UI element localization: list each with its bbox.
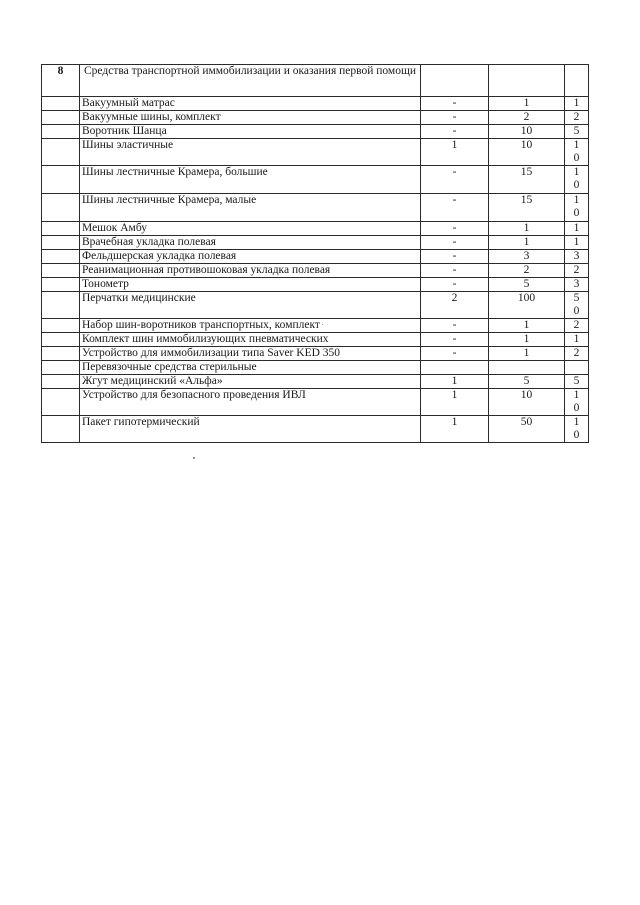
row-number-cell: [42, 416, 80, 443]
item-qty-3-digit: 1: [573, 236, 580, 248]
item-qty-3-digit: 2: [573, 319, 580, 331]
table-row: [42, 166, 589, 194]
item-qty-2: 3: [489, 250, 565, 264]
item-qty-1: -: [421, 333, 489, 347]
item-qty-3-digit: 1: [573, 166, 580, 178]
item-qty-1: 1: [421, 416, 489, 443]
item-qty-2: 1: [489, 236, 565, 250]
table-row: [42, 97, 589, 111]
row-number-cell: [42, 125, 80, 139]
item-qty-2: 1: [489, 97, 565, 111]
item-qty-3: [565, 194, 589, 222]
item-qty-1: 2: [421, 292, 489, 319]
item-qty-3: [565, 375, 589, 389]
table-row: [42, 416, 589, 443]
row-number-cell: [42, 97, 80, 111]
row-number-cell: [42, 264, 80, 278]
row-number-cell: [42, 347, 80, 361]
header-cell-q1: [421, 65, 489, 97]
item-qty-3-digit: 0: [573, 402, 580, 414]
item-qty-3: [565, 389, 589, 416]
row-number-cell: [42, 361, 80, 375]
row-number-cell: [42, 139, 80, 166]
item-qty-3-digit: 5: [573, 375, 580, 387]
item-qty-2: 5: [489, 375, 565, 389]
item-qty-3-digit: 1: [573, 333, 580, 345]
item-qty-2: 15: [489, 194, 565, 222]
item-qty-1: 1: [421, 139, 489, 166]
item-qty-2: 10: [489, 139, 565, 166]
item-qty-2: 50: [489, 416, 565, 443]
table-row: [42, 222, 589, 236]
row-number-cell: [42, 319, 80, 333]
item-name: Устройство для иммобилизации типа Saver KED 350: [80, 347, 421, 361]
header-cell-q3: [565, 65, 589, 97]
row-number-cell: [42, 194, 80, 222]
item-qty-3-digit: 0: [573, 305, 580, 317]
table-row: [42, 361, 589, 375]
item-qty-3: [565, 264, 589, 278]
item-qty-3: [565, 125, 589, 139]
table-row: [42, 264, 589, 278]
equipment-table: [41, 64, 589, 443]
row-number-cell: [42, 375, 80, 389]
item-name: Перчатки медицинские: [80, 292, 421, 319]
item-qty-3: [565, 416, 589, 443]
item-name: Врачебная укладка полевая: [80, 236, 421, 250]
row-number-cell: [42, 278, 80, 292]
table-row: [42, 333, 589, 347]
item-qty-1: -: [421, 194, 489, 222]
header-cell-q2: [489, 65, 565, 97]
item-name: Пакет гипотермический: [80, 416, 421, 443]
item-name: Устройство для безопасного проведения ИВЛ: [80, 389, 421, 416]
item-qty-3-digit: 1: [573, 222, 580, 234]
row-number-cell: [42, 250, 80, 264]
row-number-cell: [42, 236, 80, 250]
item-qty-3-digit: 1: [573, 389, 580, 401]
table-row: [42, 347, 589, 361]
item-qty-2: [489, 361, 565, 375]
item-qty-3: [565, 111, 589, 125]
item-qty-1: -: [421, 347, 489, 361]
item-name: Перевязочные средства стерильные: [80, 361, 421, 375]
item-qty-3-digit: 0: [573, 429, 580, 441]
item-qty-3: [565, 222, 589, 236]
table-row: [42, 194, 589, 222]
row-number-cell: [42, 292, 80, 319]
item-name: Мешок Амбу: [80, 222, 421, 236]
item-qty-1: 1: [421, 375, 489, 389]
item-name: Шины лестничные Крамера, малые: [80, 194, 421, 222]
table-row: [42, 292, 589, 319]
row-number-cell: [42, 222, 80, 236]
item-qty-3: [565, 319, 589, 333]
item-qty-3-digit: 2: [573, 347, 580, 359]
item-name: Комплект шин иммобилизующих пневматических: [80, 333, 421, 347]
item-name: Шины лестничные Крамера, большие: [80, 166, 421, 194]
item-qty-3-digit: 1: [573, 194, 580, 206]
item-qty-1: -: [421, 250, 489, 264]
item-qty-3: [565, 97, 589, 111]
item-name: Жгут медицинский «Альфа»: [80, 375, 421, 389]
item-qty-2: 100: [489, 292, 565, 319]
scan-speck: [322, 324, 323, 325]
section-number: 8: [42, 65, 80, 97]
item-name: Фельдшерская укладка полевая: [80, 250, 421, 264]
item-name: Набор шин-воротников транспортных, комплект: [80, 319, 421, 333]
item-qty-1: -: [421, 236, 489, 250]
table-row: [42, 111, 589, 125]
item-qty-3-digit: 1: [573, 139, 580, 151]
item-qty-3: [565, 347, 589, 361]
table-row: [42, 236, 589, 250]
item-qty-3-digit: 5: [573, 125, 580, 137]
table-row: [42, 375, 589, 389]
item-qty-3: [565, 278, 589, 292]
item-qty-3: [565, 292, 589, 319]
item-qty-2: 10: [489, 389, 565, 416]
item-name: Шины эластичные: [80, 139, 421, 166]
item-qty-3-digit: 3: [573, 278, 580, 290]
item-name: Вакуумные шины, комплект: [80, 111, 421, 125]
item-qty-1: -: [421, 97, 489, 111]
item-qty-3: [565, 250, 589, 264]
table-row: [42, 125, 589, 139]
item-qty-3-digit: 2: [573, 111, 580, 123]
item-qty-2: 1: [489, 333, 565, 347]
item-qty-2: 5: [489, 278, 565, 292]
item-qty-3-digit: 1: [573, 416, 580, 428]
item-qty-2: 2: [489, 111, 565, 125]
table-row: [42, 250, 589, 264]
item-qty-1: -: [421, 125, 489, 139]
item-qty-3-digit: 1: [573, 97, 580, 109]
item-qty-2: 10: [489, 125, 565, 139]
item-qty-3: [565, 361, 589, 375]
item-qty-3-digit: 3: [573, 250, 580, 262]
item-qty-3-digit: 0: [573, 179, 580, 191]
item-name: Реанимационная противошоковая укладка полевая: [80, 264, 421, 278]
item-qty-1: -: [421, 166, 489, 194]
item-qty-2: 2: [489, 264, 565, 278]
item-name: Воротник Шанца: [80, 125, 421, 139]
item-qty-3-digit: 0: [573, 152, 580, 164]
item-name: Вакуумный матрас: [80, 97, 421, 111]
item-qty-3: [565, 236, 589, 250]
item-qty-1: -: [421, 278, 489, 292]
item-qty-3-digit: 0: [573, 207, 580, 219]
item-qty-1: -: [421, 222, 489, 236]
row-number-cell: [42, 166, 80, 194]
section-title: Средства транспортной иммобилизации и оказания первой помощи: [80, 65, 421, 97]
item-qty-2: 1: [489, 222, 565, 236]
row-number-cell: [42, 111, 80, 125]
item-qty-2: 1: [489, 319, 565, 333]
item-qty-1: -: [421, 264, 489, 278]
item-qty-1: -: [421, 111, 489, 125]
item-qty-2: 1: [489, 347, 565, 361]
item-name: Тонометр: [80, 278, 421, 292]
table-row: [42, 319, 589, 333]
item-qty-2: 15: [489, 166, 565, 194]
scan-speck: [193, 457, 195, 459]
item-qty-3: [565, 166, 589, 194]
item-qty-3: [565, 333, 589, 347]
item-qty-1: [421, 361, 489, 375]
table-row: [42, 389, 589, 416]
item-qty-3-digit: 2: [573, 264, 580, 276]
item-qty-3: [565, 139, 589, 166]
table-row: [42, 278, 589, 292]
table-row: [42, 139, 589, 166]
section-header-row: [42, 65, 589, 97]
item-qty-1: 1: [421, 389, 489, 416]
item-qty-3-digit: 5: [573, 292, 580, 304]
item-qty-1: -: [421, 319, 489, 333]
row-number-cell: [42, 389, 80, 416]
row-number-cell: [42, 333, 80, 347]
